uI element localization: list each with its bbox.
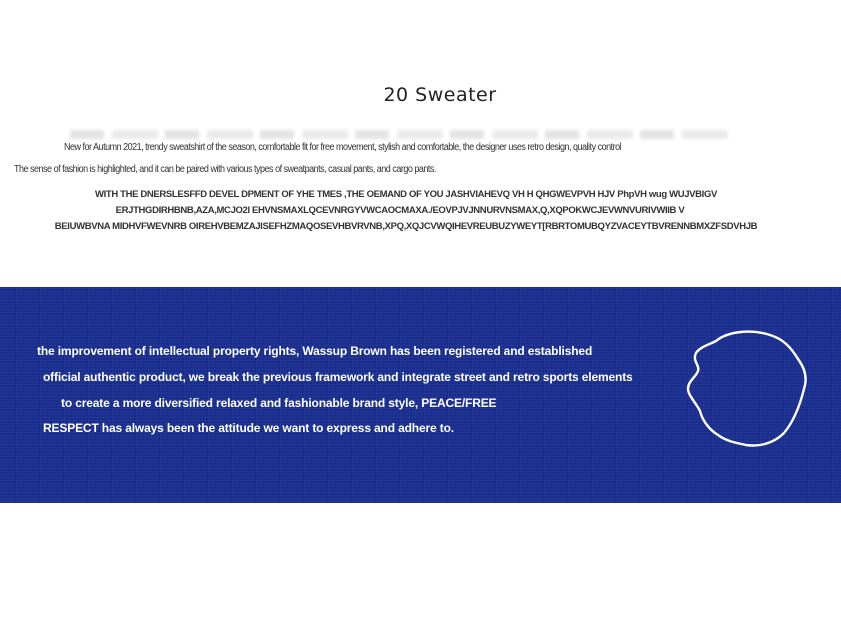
intro-line-2: The sense of fashion is highlighted, and it can be paired with various types of sweatpants, casual pants, and cargo pants. [14, 164, 436, 175]
band-line-3: to create a more diversified relaxed and fashionable brand style, PEACE/FREE [61, 396, 497, 410]
page-title: 20 Sweater [383, 84, 497, 106]
caps-line-2: ERJTHGDIRHBNB,AZA,MCJO2I EHVNSMAXLQCEVNRGYVWCAOCMAXA./EOVPJVJNNURVNSMAX,Q,XQPOKWCJEVWNVURIVWIIB V [115, 205, 685, 216]
caps-line-1: WITH THE DNERSLESFFD DEVEL DPMENT OF YHE TMES ,THE OEMAND OF YOU JASHVIAHEVQ VH H QHGWEVPVH HJV PhpVH wug WUJVBIGV [95, 189, 717, 200]
faded-text-line [70, 130, 735, 139]
band-line-1: the improvement of intellectual property rights, Wassup Brown has been registered and established [37, 344, 593, 358]
blue-brand-band [0, 287, 841, 503]
band-line-2: official authentic product, we break the previous framework and integrate street and retro sports elements [43, 370, 633, 384]
blob-outline-icon [680, 325, 814, 455]
band-line-4: RESPECT has always been the attitude we want to express and adhere to. [43, 421, 454, 435]
intro-line-1: New for Autumn 2021, trendy sweatshirt of the season, comfortable fit for free movement, stylish and comfortable, the designer uses retro design, quality control [64, 142, 622, 153]
caps-line-3: BEIUWBVNA MIDHVFWEVNRB OIREHVBEMZAJISEFHZMAQOSEVHBVRVNB,XPQ,XQJCVWQIHEVREUBUZYWEYT[RBRTOMUBQYZVACEYTBVRENNBMXZFSDVHJB [54, 221, 758, 232]
